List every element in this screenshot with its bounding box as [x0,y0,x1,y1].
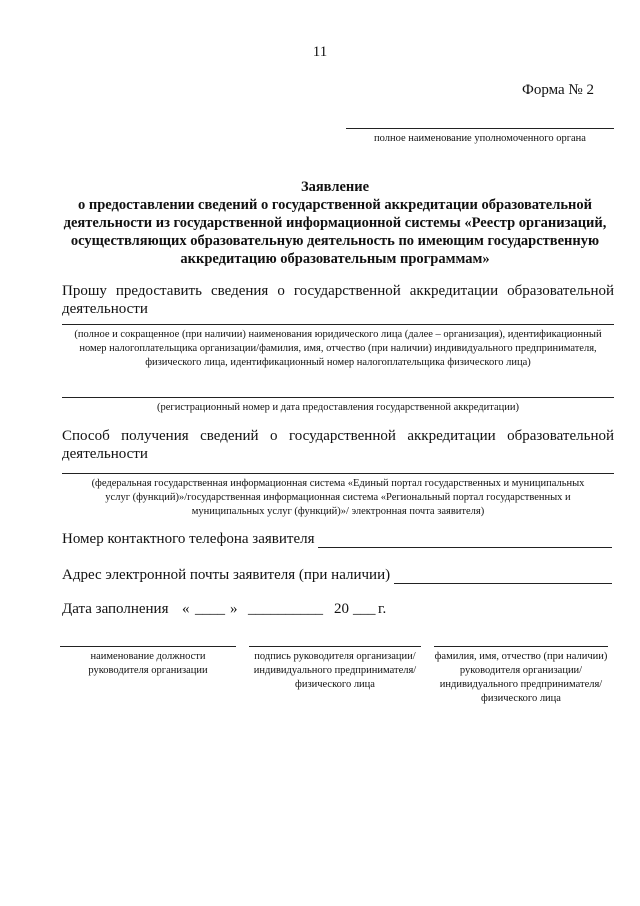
registration-caption: (регистрационный номер и дата предоставления государственной аккредитации) [157,402,519,413]
title-heading: Заявление [300,179,370,195]
method-text: Способ получения сведений о государственной аккредитации образовательной деятельности [62,428,614,462]
page-number: 11 [312,44,328,60]
form-number: Форма № 2 [522,82,594,98]
date-row [0,601,640,621]
authority-name-line [346,128,614,129]
method-caption: (федеральная государственная информационная система «Единый портал государственных и муниципальных услуг (функций)»/государственная информационная система «Региональный портал государственных и муниципальных услуг (функций)»/ электронная почта заявителя) [91,478,585,517]
position-caption: наименование должности руководителя организации [88,651,208,676]
date-label: Дата заполнения [62,601,169,617]
date-month-field[interactable]: __________ [248,601,323,617]
email-field[interactable] [394,571,612,584]
date-year-prefix: 20 [334,601,349,617]
phone-label: Номер контактного телефона заявителя [62,531,315,547]
method-line [62,473,614,474]
phone-field-row [62,531,612,548]
full-name-line[interactable] [434,646,608,647]
phone-field[interactable] [318,535,612,548]
date-year-suffix: г. [378,601,387,617]
authority-caption: полное наименование уполномоченного органа [374,133,586,144]
email-label: Адрес электронной почты заявителя (при наличии) [62,567,391,583]
date-day-field[interactable]: ____ [195,601,225,617]
request-text: Прошу предоставить сведения о государственной аккредитации образовательной деятельности [62,283,614,317]
applicant-line [62,324,614,325]
applicant-caption: (полное и сокращенное (при наличии) наименования юридического лица (далее – организация), идентификационный номер налогоплательщика организации/фамилия, имя, отчество (при наличии) индивидуального предпринимателя, физического лица, идентификационный номер налогоплательщика физического лица) [74,329,602,368]
position-line[interactable] [60,646,236,647]
signature-line[interactable] [249,646,421,647]
document-title [60,178,610,268]
date-open-quote: « [182,601,190,617]
full-name-caption: фамилия, имя, отчество (при наличии) руководителя организации/ индивидуального предпринимателя/ физического лица [434,651,608,704]
registration-line [62,397,614,398]
title-subject: о предоставлении сведений о государственной аккредитации образовательной деятельности из государственной информационной системы «Реестр организаций, осуществляющих образовательную деятельность по имеющим государственную аккредитацию образовательным программам» [63,197,607,267]
email-field-row [62,567,612,584]
date-year-field[interactable]: ___ [353,601,376,617]
date-close-quote: » [230,601,238,617]
signature-caption: подпись руководителя организации/индивидуального предпринимателя/ физического лица [253,651,417,690]
